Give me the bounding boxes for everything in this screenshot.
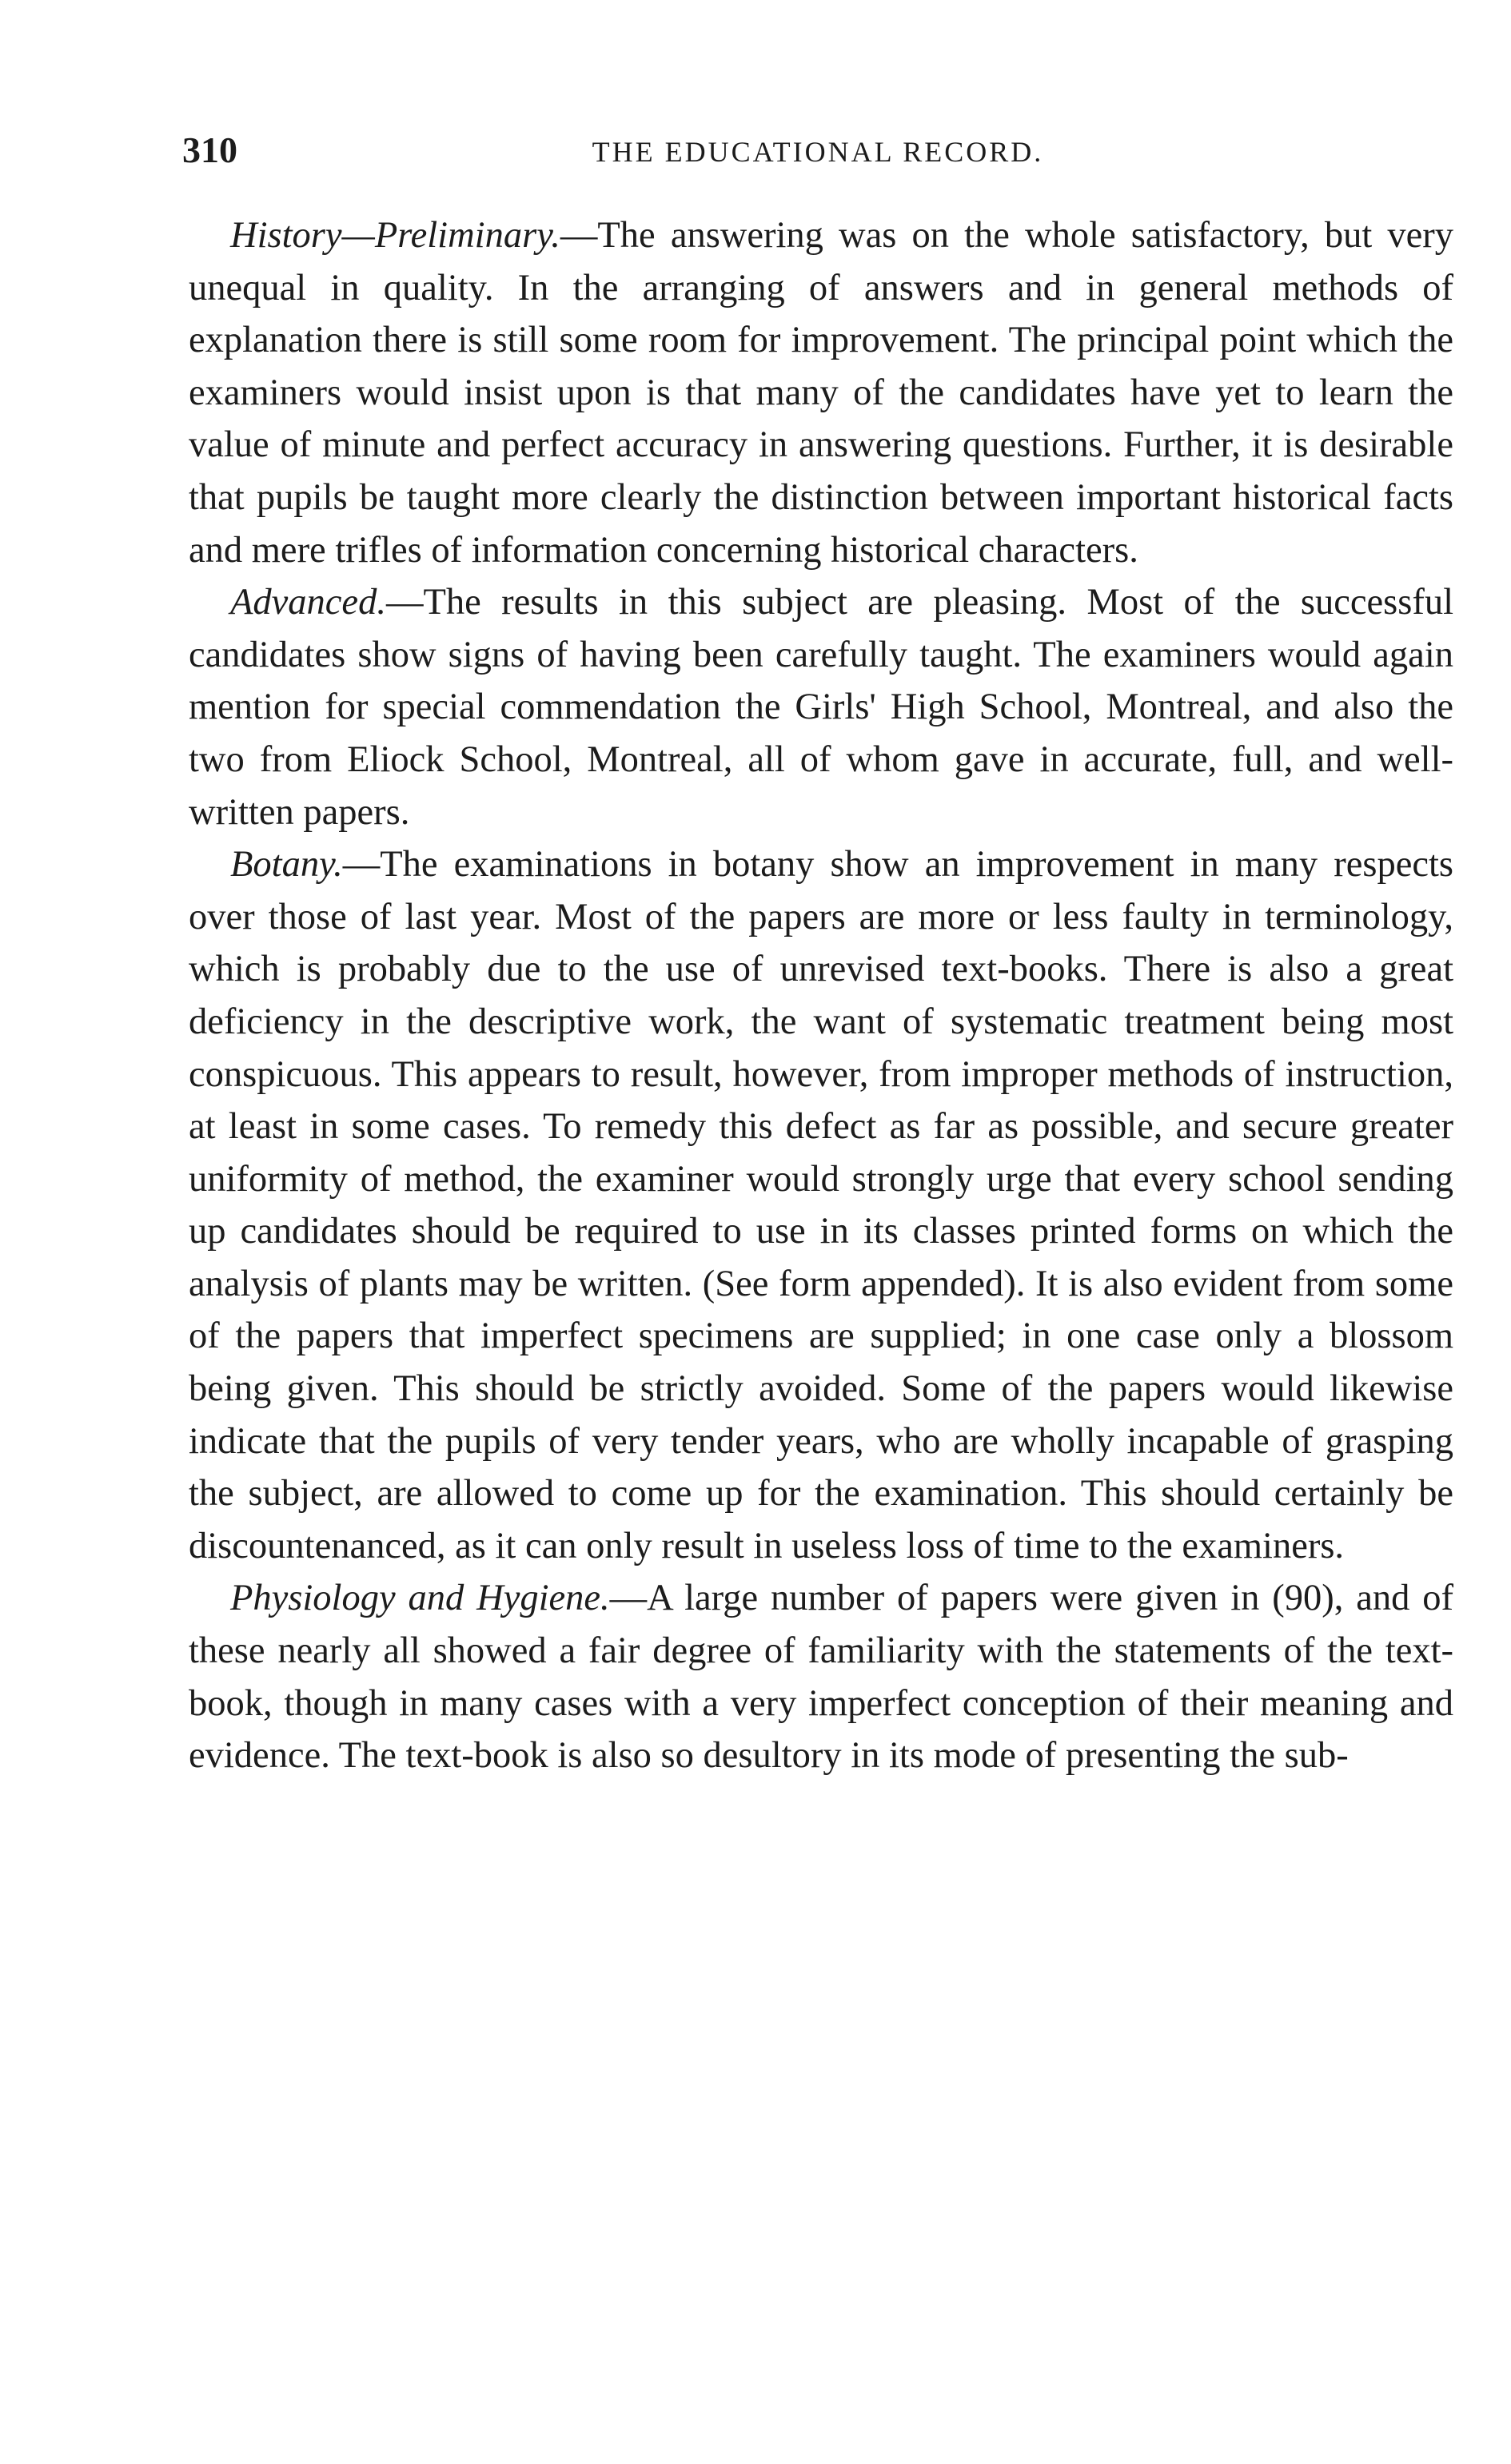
journal-title: THE EDUCATIONAL RECORD. — [592, 136, 1044, 168]
paragraph-physiology-hygiene — [189, 1572, 1453, 1781]
paragraph-heading: History—Preliminary. — [230, 215, 560, 256]
paragraph-history-preliminary — [189, 209, 1453, 576]
body-text — [189, 209, 1453, 1782]
paragraph-botany — [189, 838, 1453, 1572]
paragraph-heading: Advanced. — [230, 582, 386, 623]
paragraph-text: —The examinations in botany show an improvement in many respects over those of last year. Most of the papers are more or less faulty in terminology, which is probably due to the use of unrevised text-books. There is also a great deficiency in the descriptive work, the want of systematic treatment being most conspicuous. This appears to result, however, from improper methods of instruction, at least in some cases. To remedy this defect as far as possible, and secure greater uniformity of method, the examiner would strongly urge that every school sending up candidates should be required to use in its classes printed forms on which the analysis of plants may be written. (See form appended). It is also evident from some of the papers that imperfect specimens are supplied; in one case only a blossom being given. This should be strictly avoided. Some of the papers would likewise indicate that the pupils of very tender years, who are wholly incapable of grasping the subject, are allowed to come up for the examination. This should certainly be discountenanced, as it can only result in useless loss of time to the examiners. — [189, 844, 1453, 1566]
paragraph-heading: Physiology and Hygiene. — [230, 1578, 610, 1619]
paragraph-text: —The answering was on the whole satisfactory, but very unequal in quality. In the arranging of answers and in general methods of explanation there is still some room for improvement. The principal point which the examiners would insist upon is that many of the candidates have yet to learn the value of minute and perfect accuracy in answering questions. Further, it is desirable that pupils be taught more clearly the distinction between important historical facts and mere trifles of information concerning historical characters. — [189, 215, 1453, 571]
page-number: 310 — [182, 129, 237, 170]
running-head — [182, 126, 1453, 174]
paragraph-advanced — [189, 576, 1453, 838]
paragraph-heading: Botany. — [230, 844, 343, 886]
paragraph-text: —The results in this subject are pleasing. Most of the successful candidates show signs of having been carefully taught. The examiners would again mention for special commendation the Girls' High School, Montreal, and also the two from Eliock School, Montreal, all of whom gave in accurate, full, and well-written papers. — [189, 582, 1453, 833]
paragraph-text: —A large number of papers were given in (90), and of these nearly all showed a fair degree of familiarity with the statements of the text-book, though in many cases with a very imperfect conception of their meaning and evidence. The text-book is also so desultory in its mode of presenting the sub- — [189, 1578, 1453, 1777]
